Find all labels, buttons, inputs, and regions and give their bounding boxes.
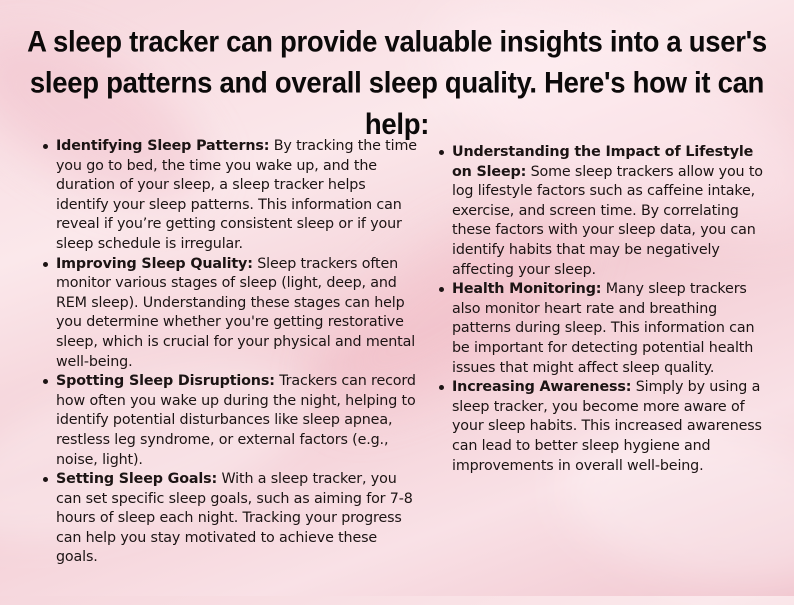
benefit-item-increasing-awareness: [436, 378, 766, 476]
benefit-item-improving-sleep-quality: [40, 255, 422, 373]
benefit-text: Some sleep trackers allow you to log lifestyle factors such as caffeine intake, exercise, and screen time. By correlating these factors with your sleep data, you can identify habits that may be negatively affecting your sleep.: [452, 163, 763, 278]
bullet-icon: [43, 379, 48, 384]
page-title: A sleep tracker can provide valuable insights into a user's sleep patterns and overall sleep quality. Here's how it can help:: [27, 24, 767, 141]
benefit-text: Simply by using a sleep tracker, you become more aware of your sleep habits. This increased awareness can lead to better sleep hygiene and improvements in overall well-being.: [452, 379, 762, 474]
benefit-item-setting-sleep-goals: [40, 470, 422, 568]
benefit-text: With a sleep tracker, you can set specific sleep goals, such as aiming for 7-8 hours of sleep each night. Tracking your progress can help you stay motivated to achieve these goals.: [56, 471, 413, 566]
bullet-icon: [439, 385, 444, 390]
benefit-text: Many sleep trackers also monitor heart rate and breathing patterns during sleep. This information can be important for detecting potential health issues that might affect sleep quality.: [452, 281, 755, 376]
right-benefits-list: [436, 143, 766, 476]
benefit-text: By tracking the time you go to bed, the time you wake up, and the duration of your sleep, a sleep tracker helps identify your sleep patterns. This information can reveal if you’re getting consistent sleep or if your sleep schedule is irregular.: [56, 138, 417, 252]
bullet-icon: [439, 150, 444, 155]
bullet-icon: [43, 477, 48, 482]
benefit-item-health-monitoring: [436, 280, 766, 378]
benefit-label: Setting Sleep Goals:: [56, 471, 218, 488]
benefit-label: Increasing Awareness:: [452, 379, 632, 396]
benefit-label: Spotting Sleep Disruptions:: [56, 373, 275, 390]
left-benefits-list: [40, 137, 422, 568]
benefit-item-spotting-sleep-disruptions: [40, 372, 422, 470]
benefit-text: Trackers can record how often you wake up during the night, helping to identify potential disturbances like sleep apnea, restless leg syndrome, or external factors (e.g., noise, light).: [56, 373, 416, 468]
benefit-item-identifying-sleep-patterns: [40, 137, 422, 255]
benefit-item-lifestyle-impact: [436, 143, 766, 280]
bullet-icon: [43, 144, 48, 149]
benefit-label: Understanding the Impact of Lifestyle on Sleep:: [452, 144, 754, 180]
benefit-label: Identifying Sleep Patterns:: [56, 138, 270, 154]
benefit-label: Improving Sleep Quality:: [56, 255, 253, 272]
benefit-text: Sleep trackers often monitor various stages of sleep (light, deep, and REM sleep). Understanding these stages can help you determine whether you're getting restorative sleep, which is crucial for your physical and mental well-being.: [56, 255, 416, 370]
bullet-icon: [43, 262, 48, 267]
benefit-label: Health Monitoring:: [452, 281, 602, 298]
bullet-icon: [439, 287, 444, 292]
